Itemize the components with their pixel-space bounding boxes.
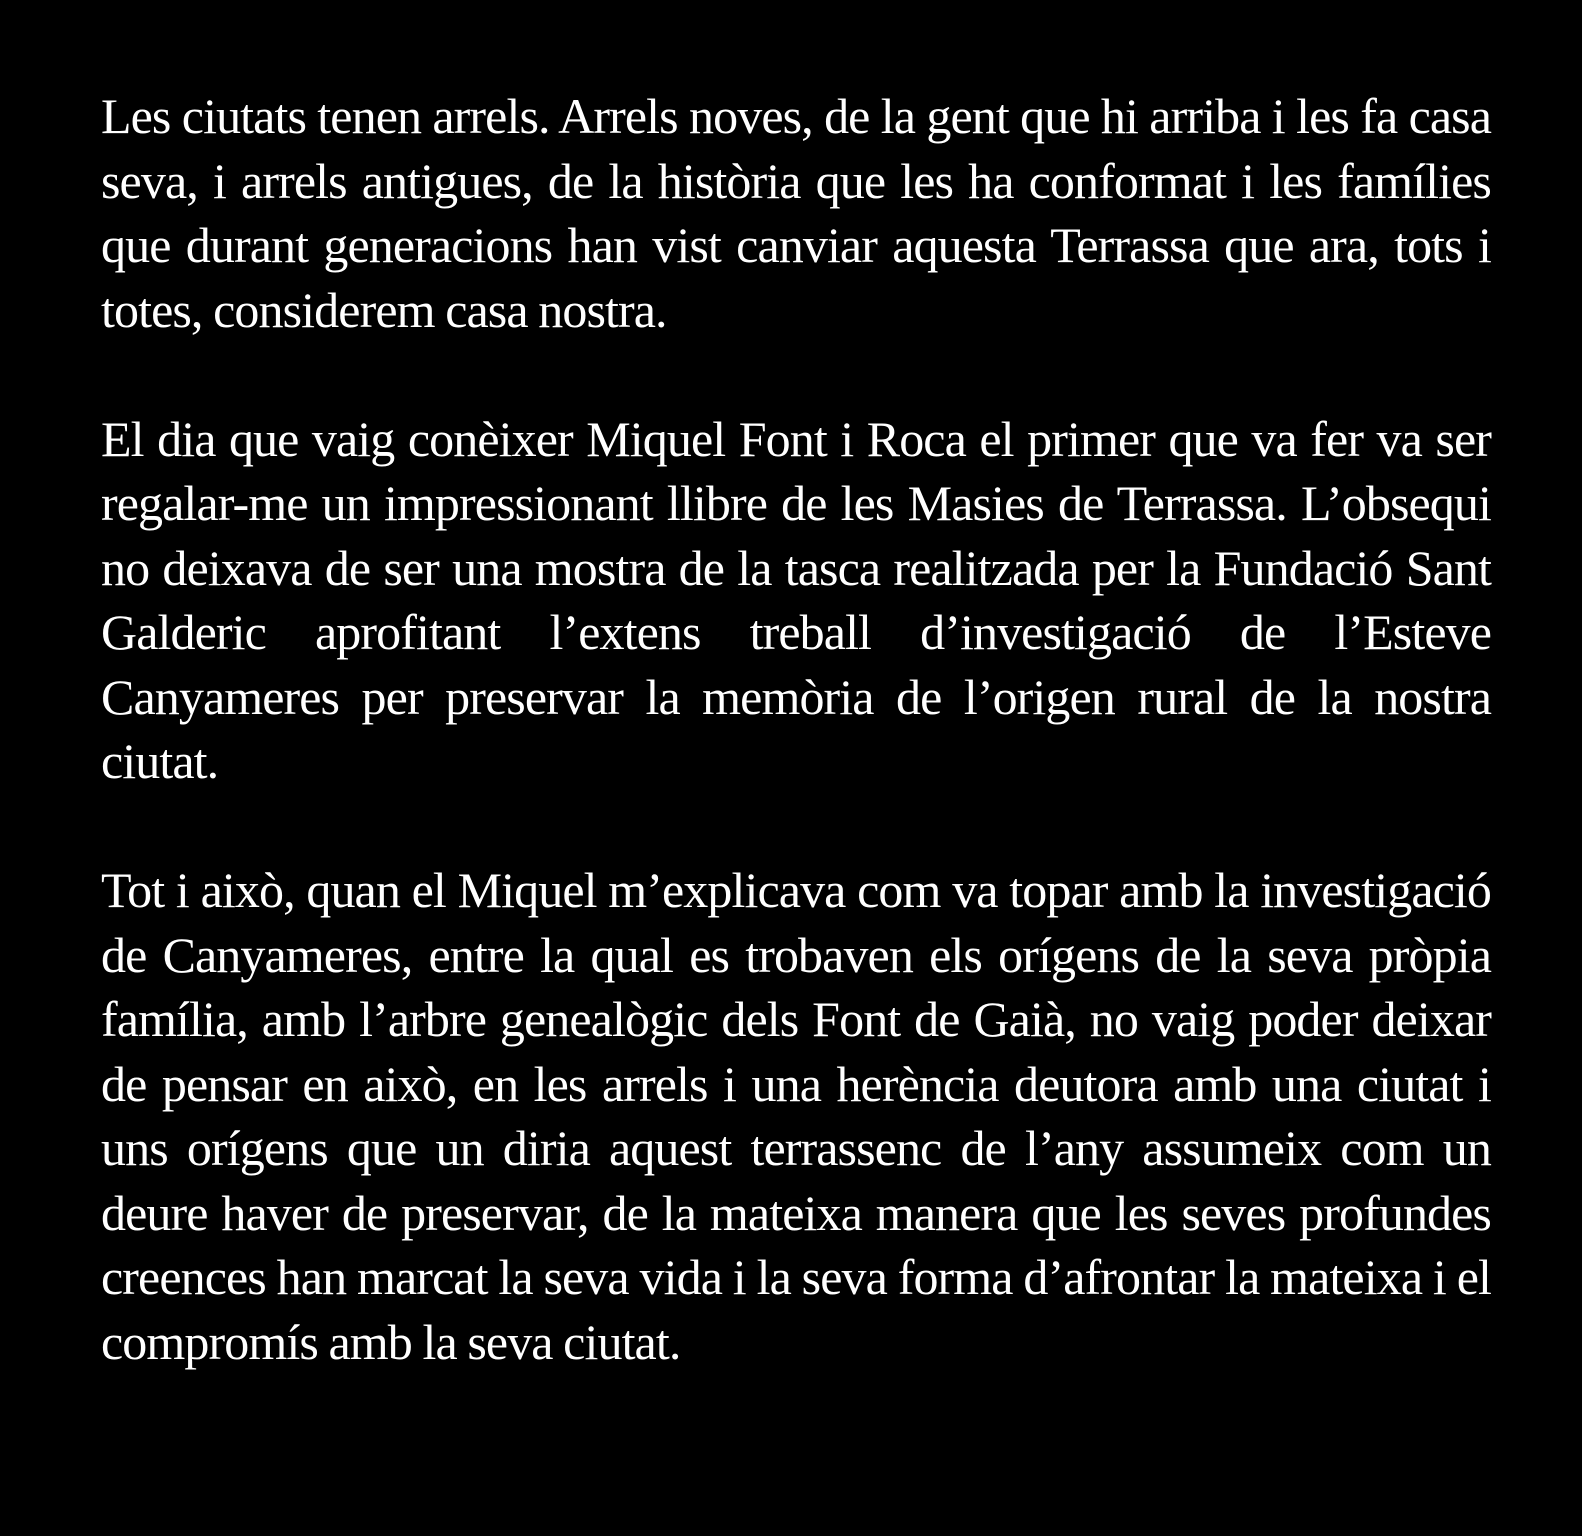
paragraph-1: Les ciutats tenen arrels. Arrels noves, de la gent que hi arriba i les fa casa seva, i arrels antigues, de la història que les ha conformat i les famílies que durant generacions han vist canviar aquesta Terrassa que ara, tots i totes, considerem casa nostra. [101,88,1491,338]
paragraph-2: El dia que vaig conèixer Miquel Font i Roca el primer que va fer va ser regalar-me un impressionant llibre de les Masies de Terrassa. L’obsequi no deixava de ser una mostra de la tasca realitzada per la Fundació Sant Galderic aprofitant l’extens treball d’investigació de l’Esteve Canyameres per preservar la memòria de l’origen rural de la nostra ciutat. [101,410,1491,789]
paragraph-3: Tot i això, quan el Miquel m’explicava com va topar amb la investigació de Canyameres, entre la qual es trobaven els orígens de la seva pròpia família, amb l’arbre genealògic dels Font de Gaià, no vaig poder deixar de pensar en això, en les arrels i una herència deutora amb una ciutat i uns orígens que un diria aquest terrassenc de l’any assumeix com un deure haver de preservar, de la mateixa manera que les seves profundes creences han marcat la seva vida i la seva forma d’afrontar la mateixa i el compromís amb la seva ciutat. [101,862,1491,1370]
body-text [101,84,1491,1374]
